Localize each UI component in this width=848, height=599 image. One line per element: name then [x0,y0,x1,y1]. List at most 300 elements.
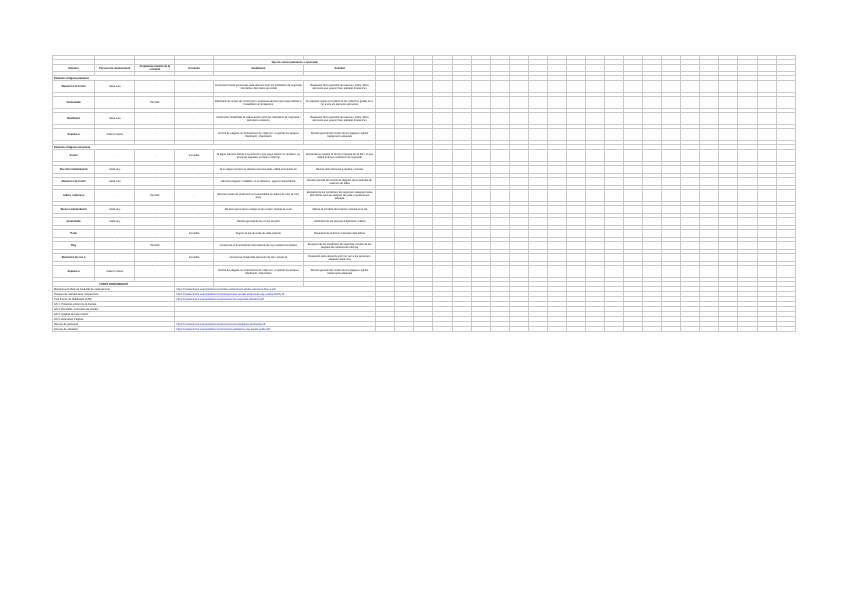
empty-cell[interactable] [471,166,490,174]
empty-cell[interactable] [700,178,719,186]
empty-cell[interactable] [624,190,643,202]
empty-cell[interactable] [566,218,585,226]
empty-cell[interactable] [452,81,471,93]
empty-cell[interactable] [528,97,547,109]
empty-cell[interactable] [681,230,700,238]
empty-cell[interactable] [643,230,662,238]
empty-cell[interactable] [566,97,585,109]
empty-cell[interactable] [605,178,624,186]
empty-cell[interactable] [376,113,395,125]
empty-cell[interactable] [471,190,490,202]
empty-cell[interactable] [376,65,395,72]
empty-cell[interactable] [681,327,700,332]
empty-cell[interactable] [662,327,681,332]
empty-cell[interactable] [528,254,547,262]
empty-cell[interactable] [490,81,509,93]
empty-cell[interactable] [776,166,795,174]
empty-cell[interactable] [566,266,585,278]
empty-cell[interactable] [605,218,624,226]
empty-cell[interactable] [719,230,738,238]
empty-cell[interactable] [681,242,700,250]
empty-cell[interactable] [433,81,452,93]
empty-cell[interactable] [414,254,433,262]
empty-cell[interactable] [452,266,471,278]
empty-cell[interactable] [566,129,585,141]
empty-cell[interactable] [490,178,509,186]
empty-cell[interactable] [585,230,604,238]
empty-cell[interactable] [719,218,738,226]
empty-cell[interactable] [433,113,452,125]
empty-cell[interactable] [414,230,433,238]
empty-cell[interactable] [624,166,643,174]
info-link[interactable]: https://manteniment.example/documents/normes-tecnologiques-jardineria.pdf [176,322,266,326]
empty-cell[interactable] [776,129,795,141]
empty-cell[interactable] [643,81,662,93]
empty-cell[interactable] [719,166,738,174]
empty-cell[interactable] [681,190,700,202]
empty-cell[interactable] [585,327,604,332]
empty-cell[interactable] [700,113,719,125]
empty-cell[interactable] [452,178,471,186]
empty-cell[interactable] [471,97,490,109]
empty-cell[interactable] [528,178,547,186]
empty-cell[interactable] [452,97,471,109]
empty-cell[interactable] [395,327,414,332]
empty-cell[interactable] [528,129,547,141]
empty-cell[interactable] [605,150,624,162]
empty-cell[interactable] [452,206,471,214]
empty-cell[interactable] [452,254,471,262]
empty-cell[interactable] [452,218,471,226]
empty-cell[interactable] [509,190,528,202]
empty-cell[interactable] [738,65,757,72]
empty-cell[interactable] [776,65,795,72]
empty-cell[interactable] [528,190,547,202]
empty-cell[interactable] [490,113,509,125]
empty-cell[interactable] [395,266,414,278]
empty-cell[interactable] [624,81,643,93]
empty-cell[interactable] [395,230,414,238]
empty-cell[interactable] [395,150,414,162]
empty-cell[interactable] [585,113,604,125]
empty-cell[interactable] [662,206,681,214]
empty-cell[interactable] [605,254,624,262]
empty-cell[interactable] [624,129,643,141]
empty-cell[interactable] [700,218,719,226]
empty-cell[interactable] [585,254,604,262]
empty-cell[interactable] [414,327,433,332]
empty-cell[interactable] [509,242,528,250]
empty-cell[interactable] [776,218,795,226]
empty-cell[interactable] [719,266,738,278]
empty-cell[interactable] [624,178,643,186]
empty-cell[interactable] [738,178,757,186]
empty-cell[interactable] [471,327,490,332]
empty-cell[interactable] [376,206,395,214]
empty-cell[interactable] [662,230,681,238]
empty-cell[interactable] [776,206,795,214]
empty-cell[interactable] [757,206,776,214]
empty-cell[interactable] [433,65,452,72]
empty-cell[interactable] [719,113,738,125]
empty-cell[interactable] [719,190,738,202]
empty-cell[interactable] [566,178,585,186]
empty-cell[interactable] [395,129,414,141]
empty-cell[interactable] [376,166,395,174]
empty-cell[interactable] [605,327,624,332]
empty-cell[interactable] [757,178,776,186]
empty-cell[interactable] [605,166,624,174]
empty-cell[interactable] [566,166,585,174]
empty-cell[interactable] [433,178,452,186]
empty-cell[interactable] [395,178,414,186]
empty-cell[interactable] [757,113,776,125]
empty-cell[interactable] [433,150,452,162]
empty-cell[interactable] [566,230,585,238]
empty-cell[interactable] [547,206,566,214]
empty-cell[interactable] [738,230,757,238]
empty-cell[interactable] [585,129,604,141]
empty-cell[interactable] [719,327,738,332]
empty-cell[interactable] [395,242,414,250]
empty-cell[interactable] [662,218,681,226]
empty-cell[interactable] [509,166,528,174]
empty-cell[interactable] [433,218,452,226]
empty-cell[interactable] [452,190,471,202]
empty-cell[interactable] [585,206,604,214]
empty-cell[interactable] [624,206,643,214]
empty-cell[interactable] [414,129,433,141]
empty-cell[interactable] [757,266,776,278]
empty-cell[interactable] [585,266,604,278]
empty-cell[interactable] [681,97,700,109]
empty-cell[interactable] [757,81,776,93]
empty-cell[interactable] [776,81,795,93]
empty-cell[interactable] [433,206,452,214]
empty-cell[interactable] [547,230,566,238]
empty-cell[interactable] [776,230,795,238]
empty-cell[interactable] [757,242,776,250]
empty-cell[interactable] [662,150,681,162]
empty-cell[interactable] [490,65,509,72]
empty-cell[interactable] [395,81,414,93]
empty-cell[interactable] [738,327,757,332]
empty-cell[interactable] [414,206,433,214]
empty-cell[interactable] [700,242,719,250]
empty-cell[interactable] [624,327,643,332]
empty-cell[interactable] [643,266,662,278]
empty-cell[interactable] [681,254,700,262]
empty-cell[interactable] [414,150,433,162]
empty-cell[interactable] [452,65,471,72]
empty-cell[interactable] [433,166,452,174]
empty-cell[interactable] [643,218,662,226]
empty-cell[interactable] [757,190,776,202]
empty-cell[interactable] [547,97,566,109]
empty-cell[interactable] [605,81,624,93]
empty-cell[interactable] [395,254,414,262]
empty-cell[interactable] [585,218,604,226]
empty-cell[interactable] [757,129,776,141]
empty-cell[interactable] [547,254,566,262]
empty-cell[interactable] [376,254,395,262]
empty-cell[interactable] [452,327,471,332]
empty-cell[interactable] [433,129,452,141]
empty-cell[interactable] [624,242,643,250]
empty-cell[interactable] [643,166,662,174]
empty-cell[interactable] [509,178,528,186]
empty-cell[interactable] [738,254,757,262]
empty-cell[interactable] [643,97,662,109]
empty-cell[interactable] [719,178,738,186]
empty-cell[interactable] [433,190,452,202]
empty-cell[interactable] [776,327,795,332]
empty-cell[interactable] [643,65,662,72]
empty-cell[interactable] [528,81,547,93]
empty-cell[interactable] [776,254,795,262]
empty-cell[interactable] [719,206,738,214]
empty-cell[interactable] [547,242,566,250]
empty-cell[interactable] [509,218,528,226]
empty-cell[interactable] [452,230,471,238]
empty-cell[interactable] [624,266,643,278]
empty-cell[interactable] [585,65,604,72]
info-link[interactable]: https://manteniment.example/documents/inspeccions-anuals-sistema-de-reg-i-arbrat-2023.pdf [176,292,285,296]
empty-cell[interactable] [605,190,624,202]
empty-cell[interactable] [452,166,471,174]
empty-cell[interactable] [509,206,528,214]
empty-cell[interactable] [643,129,662,141]
empty-cell[interactable] [624,150,643,162]
empty-cell[interactable] [662,266,681,278]
empty-cell[interactable] [376,190,395,202]
empty-cell[interactable] [509,81,528,93]
empty-cell[interactable] [509,65,528,72]
empty-cell[interactable] [662,166,681,174]
empty-cell[interactable] [566,242,585,250]
empty-cell[interactable] [395,218,414,226]
empty-cell[interactable] [376,230,395,238]
empty-cell[interactable] [509,97,528,109]
empty-cell[interactable] [509,254,528,262]
empty-cell[interactable] [528,218,547,226]
empty-cell[interactable] [719,97,738,109]
empty-cell[interactable] [700,327,719,332]
empty-cell[interactable] [528,166,547,174]
empty-cell[interactable] [662,254,681,262]
empty-cell[interactable] [681,150,700,162]
empty-cell[interactable] [547,113,566,125]
empty-cell[interactable] [414,242,433,250]
empty-cell[interactable] [395,65,414,72]
empty-cell[interactable] [547,218,566,226]
empty-cell[interactable] [490,230,509,238]
empty-cell[interactable] [509,230,528,238]
empty-cell[interactable] [738,190,757,202]
empty-cell[interactable] [662,97,681,109]
empty-cell[interactable] [738,97,757,109]
empty-cell[interactable] [605,65,624,72]
empty-cell[interactable] [395,190,414,202]
empty-cell[interactable] [624,254,643,262]
empty-cell[interactable] [433,266,452,278]
empty-cell[interactable] [643,113,662,125]
empty-cell[interactable] [471,113,490,125]
empty-cell[interactable] [624,218,643,226]
empty-cell[interactable] [547,178,566,186]
empty-cell[interactable] [643,206,662,214]
empty-cell[interactable] [414,97,433,109]
empty-cell[interactable] [452,113,471,125]
empty-cell[interactable] [414,178,433,186]
empty-cell[interactable] [719,242,738,250]
empty-cell[interactable] [433,230,452,238]
empty-cell[interactable] [681,129,700,141]
empty-cell[interactable] [757,230,776,238]
empty-cell[interactable] [700,230,719,238]
empty-cell[interactable] [414,218,433,226]
empty-cell[interactable] [528,113,547,125]
empty-cell[interactable] [757,65,776,72]
empty-cell[interactable] [566,113,585,125]
empty-cell[interactable] [471,242,490,250]
empty-cell[interactable] [757,218,776,226]
empty-cell[interactable] [471,206,490,214]
empty-cell[interactable] [471,218,490,226]
empty-cell[interactable] [719,65,738,72]
empty-cell[interactable] [414,81,433,93]
empty-cell[interactable] [490,206,509,214]
empty-cell[interactable] [643,178,662,186]
empty-cell[interactable] [605,242,624,250]
empty-cell[interactable] [757,254,776,262]
empty-cell[interactable] [471,65,490,72]
empty-cell[interactable] [700,65,719,72]
empty-cell[interactable] [681,178,700,186]
empty-cell[interactable] [605,230,624,238]
empty-cell[interactable] [471,81,490,93]
empty-cell[interactable] [776,178,795,186]
empty-cell[interactable] [566,81,585,93]
empty-cell[interactable] [719,150,738,162]
empty-cell[interactable] [471,178,490,186]
empty-cell[interactable] [662,65,681,72]
empty-cell[interactable] [738,206,757,214]
empty-cell[interactable] [605,266,624,278]
empty-cell[interactable] [738,150,757,162]
empty-cell[interactable] [376,242,395,250]
empty-cell[interactable] [681,113,700,125]
empty-cell[interactable] [624,113,643,125]
empty-cell[interactable] [376,327,395,332]
empty-cell[interactable] [528,65,547,72]
empty-cell[interactable] [585,150,604,162]
info-link[interactable]: https://manteniment.example/documents/codi-tecnic-seguretat-utilitzacio.pdf [176,297,264,301]
empty-cell[interactable] [433,254,452,262]
empty-cell[interactable] [547,327,566,332]
empty-cell[interactable] [395,113,414,125]
empty-cell[interactable] [738,166,757,174]
empty-cell[interactable] [547,266,566,278]
empty-cell[interactable] [376,97,395,109]
empty-cell[interactable] [376,178,395,186]
empty-cell[interactable] [395,206,414,214]
empty-cell[interactable] [376,81,395,93]
empty-cell[interactable] [471,150,490,162]
empty-cell[interactable] [566,254,585,262]
empty-cell[interactable] [681,266,700,278]
info-link[interactable]: https://manteniment.example/documents/pla-manteniment-jardins-elements-bloc-a.pdf [176,287,276,291]
empty-cell[interactable] [662,113,681,125]
empty-cell[interactable] [757,166,776,174]
empty-cell[interactable] [471,129,490,141]
empty-cell[interactable] [566,190,585,202]
empty-cell[interactable] [700,81,719,93]
empty-cell[interactable] [605,129,624,141]
empty-cell[interactable] [490,190,509,202]
empty-cell[interactable] [643,150,662,162]
empty-cell[interactable] [547,129,566,141]
empty-cell[interactable] [662,242,681,250]
empty-cell[interactable] [433,242,452,250]
empty-cell[interactable] [776,190,795,202]
empty-cell[interactable] [566,327,585,332]
empty-cell[interactable] [719,129,738,141]
empty-cell[interactable] [566,150,585,162]
empty-cell[interactable] [452,129,471,141]
empty-cell[interactable] [719,254,738,262]
empty-cell[interactable] [433,97,452,109]
empty-cell[interactable] [528,242,547,250]
empty-cell[interactable] [605,206,624,214]
empty-cell[interactable] [662,178,681,186]
empty-cell[interactable] [643,190,662,202]
empty-cell[interactable] [624,65,643,72]
empty-cell[interactable] [605,97,624,109]
empty-cell[interactable] [528,230,547,238]
empty-cell[interactable] [395,97,414,109]
empty-cell[interactable] [700,97,719,109]
empty-cell[interactable] [376,218,395,226]
empty-cell[interactable] [528,266,547,278]
empty-cell[interactable] [490,97,509,109]
empty-cell[interactable] [585,190,604,202]
empty-cell[interactable] [681,81,700,93]
empty-cell[interactable] [509,150,528,162]
empty-cell[interactable] [490,242,509,250]
empty-cell[interactable] [376,266,395,278]
empty-cell[interactable] [700,190,719,202]
empty-cell[interactable] [528,327,547,332]
empty-cell[interactable] [547,65,566,72]
empty-cell[interactable] [700,254,719,262]
empty-cell[interactable] [528,206,547,214]
empty-cell[interactable] [681,65,700,72]
empty-cell[interactable] [490,150,509,162]
empty-cell[interactable] [757,327,776,332]
info-link[interactable]: https://manteniment.example/documents/normes-plantacio-i-reg-espais-verds.pdf [176,327,270,331]
empty-cell[interactable] [585,81,604,93]
empty-cell[interactable] [509,113,528,125]
empty-cell[interactable] [376,150,395,162]
empty-cell[interactable] [509,266,528,278]
empty-cell[interactable] [490,327,509,332]
empty-cell[interactable] [414,113,433,125]
empty-cell[interactable] [738,242,757,250]
empty-cell[interactable] [700,150,719,162]
empty-cell[interactable] [681,218,700,226]
empty-cell[interactable] [700,166,719,174]
